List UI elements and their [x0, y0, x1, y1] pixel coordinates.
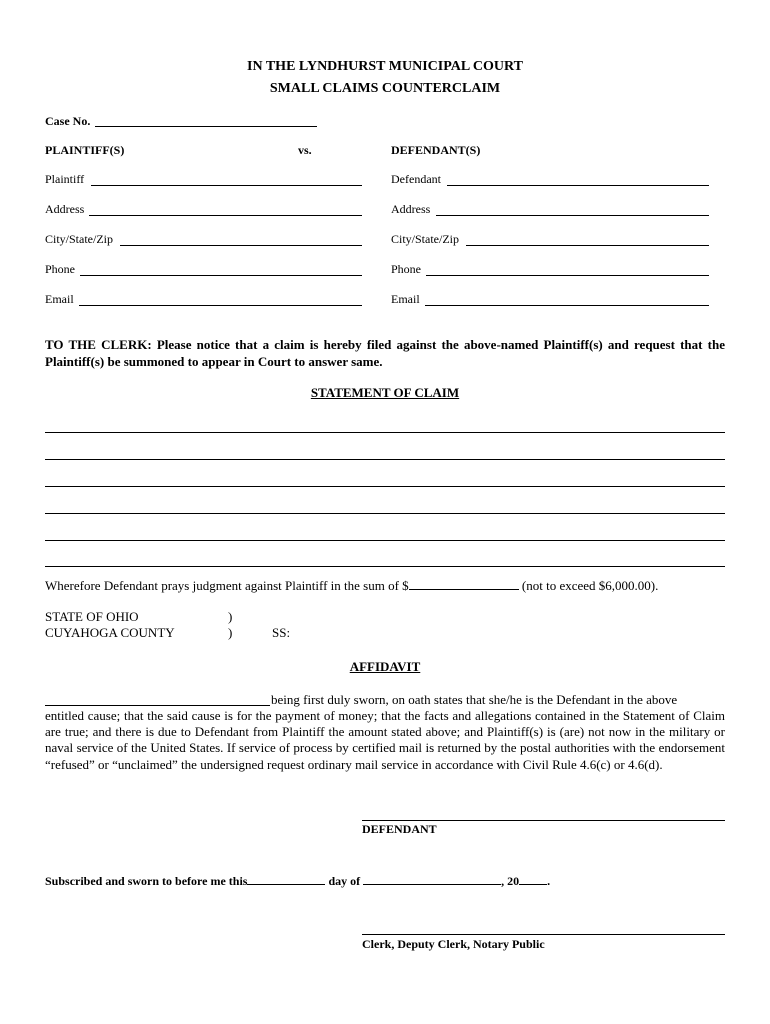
affidavit-heading: AFFIDAVIT: [349, 659, 421, 674]
court-name-heading: IN THE LYNDHURST MUNICIPAL COURT: [247, 59, 523, 74]
case-no-label: Case No.: [45, 114, 91, 128]
amount-limit-text: (not to exceed $6,000.00).: [518, 578, 659, 593]
defendant-email-label: Email: [391, 292, 420, 306]
claim-amount-field[interactable]: [409, 577, 519, 590]
defendant-signature-label: DEFENDANT: [362, 822, 437, 836]
claim-line-1[interactable]: [45, 432, 725, 433]
statement-of-claim-heading: STATEMENT OF CLAIM: [310, 385, 460, 400]
defendant-city-label: City/State/Zip: [391, 232, 459, 246]
notice-to-clerk: TO THE CLERK: Please notice that a claim is hereby filed against the above-named Plaintiff(s) and request that the Plaintiff(s) be summoned to appear in Court to answer same.: [45, 337, 725, 369]
defendant-name-label: Defendant: [391, 172, 441, 186]
affidavit-body: entitled cause; that the said cause is for the payment of money; that the facts and allegations contained in the Statement of Claim are true; and there is due to Defendant from Plaintiff the amount stated above; and Plaintiff(s) is (are) not now in the military or naval service of the United States. If service of process by certified mail is returned by the postal authorities with the endorsement “refused” or “unclaimed” the undersigned request ordinary mail service in accordance with Civil Rule 4.6(c) or 4.6(d).: [45, 708, 725, 772]
plaintiff-address-label: Address: [45, 202, 85, 216]
defendant-phone-label: Phone: [391, 262, 421, 276]
clerk-signature-label: Clerk, Deputy Clerk, Notary Public: [362, 937, 545, 951]
venue-paren-2: ): [228, 625, 233, 640]
jurat-day-of: day of: [325, 874, 364, 888]
defendant-city-field[interactable]: [466, 245, 709, 246]
claim-line-3[interactable]: [45, 486, 725, 487]
plaintiffs-heading: PLAINTIFF(S): [45, 143, 125, 157]
affidavit-first-line: being first duly sworn, on oath states that she/he is the Defendant in the above: [271, 692, 678, 707]
venue-state: STATE OF OHIO: [45, 609, 139, 624]
venue-paren-1: ): [228, 609, 233, 624]
claim-line-2[interactable]: [45, 459, 725, 460]
plaintiff-name-field[interactable]: [91, 185, 362, 186]
venue-county: CUYAHOGA COUNTY: [45, 625, 175, 640]
plaintiff-phone-label: Phone: [45, 262, 75, 276]
defendant-address-label: Address: [391, 202, 431, 216]
claim-line-4[interactable]: [45, 513, 725, 514]
plaintiff-city-label: City/State/Zip: [45, 232, 113, 246]
form-title-heading: SMALL CLAIMS COUNTERCLAIM: [269, 81, 501, 96]
claim-line-6[interactable]: [45, 566, 725, 567]
plaintiff-email-label: Email: [45, 292, 74, 306]
jurat-year-prefix: , 20: [501, 874, 520, 888]
plaintiff-phone-field[interactable]: [80, 275, 362, 276]
clerk-signature-field[interactable]: [362, 934, 725, 935]
defendant-address-field[interactable]: [436, 215, 709, 216]
jurat-period: .: [547, 874, 551, 888]
jurat-line: [45, 872, 550, 889]
venue-ss: SS:: [272, 625, 291, 640]
defendant-email-field[interactable]: [425, 305, 709, 306]
wherefore-clause: [45, 577, 658, 594]
wherefore-text: Wherefore Defendant prays judgment against Plaintiff in the sum of $: [45, 578, 409, 593]
jurat-day-field[interactable]: [247, 872, 325, 885]
defendant-phone-field[interactable]: [426, 275, 709, 276]
plaintiff-name-label: Plaintiff: [45, 172, 85, 186]
case-no-field[interactable]: [95, 126, 317, 127]
plaintiff-email-field[interactable]: [79, 305, 362, 306]
claim-line-5[interactable]: [45, 540, 725, 541]
vs-label: vs.: [298, 143, 312, 157]
plaintiff-city-field[interactable]: [120, 245, 362, 246]
affiant-name-field[interactable]: [45, 705, 270, 706]
jurat-month-field[interactable]: [363, 872, 501, 885]
jurat-year-field[interactable]: [519, 872, 547, 885]
defendant-signature-field[interactable]: [362, 820, 725, 821]
jurat-text: Subscribed and sworn to before me this: [45, 874, 248, 888]
plaintiff-address-field[interactable]: [89, 215, 362, 216]
defendants-heading: DEFENDANT(S): [391, 143, 481, 157]
defendant-name-field[interactable]: [447, 185, 709, 186]
